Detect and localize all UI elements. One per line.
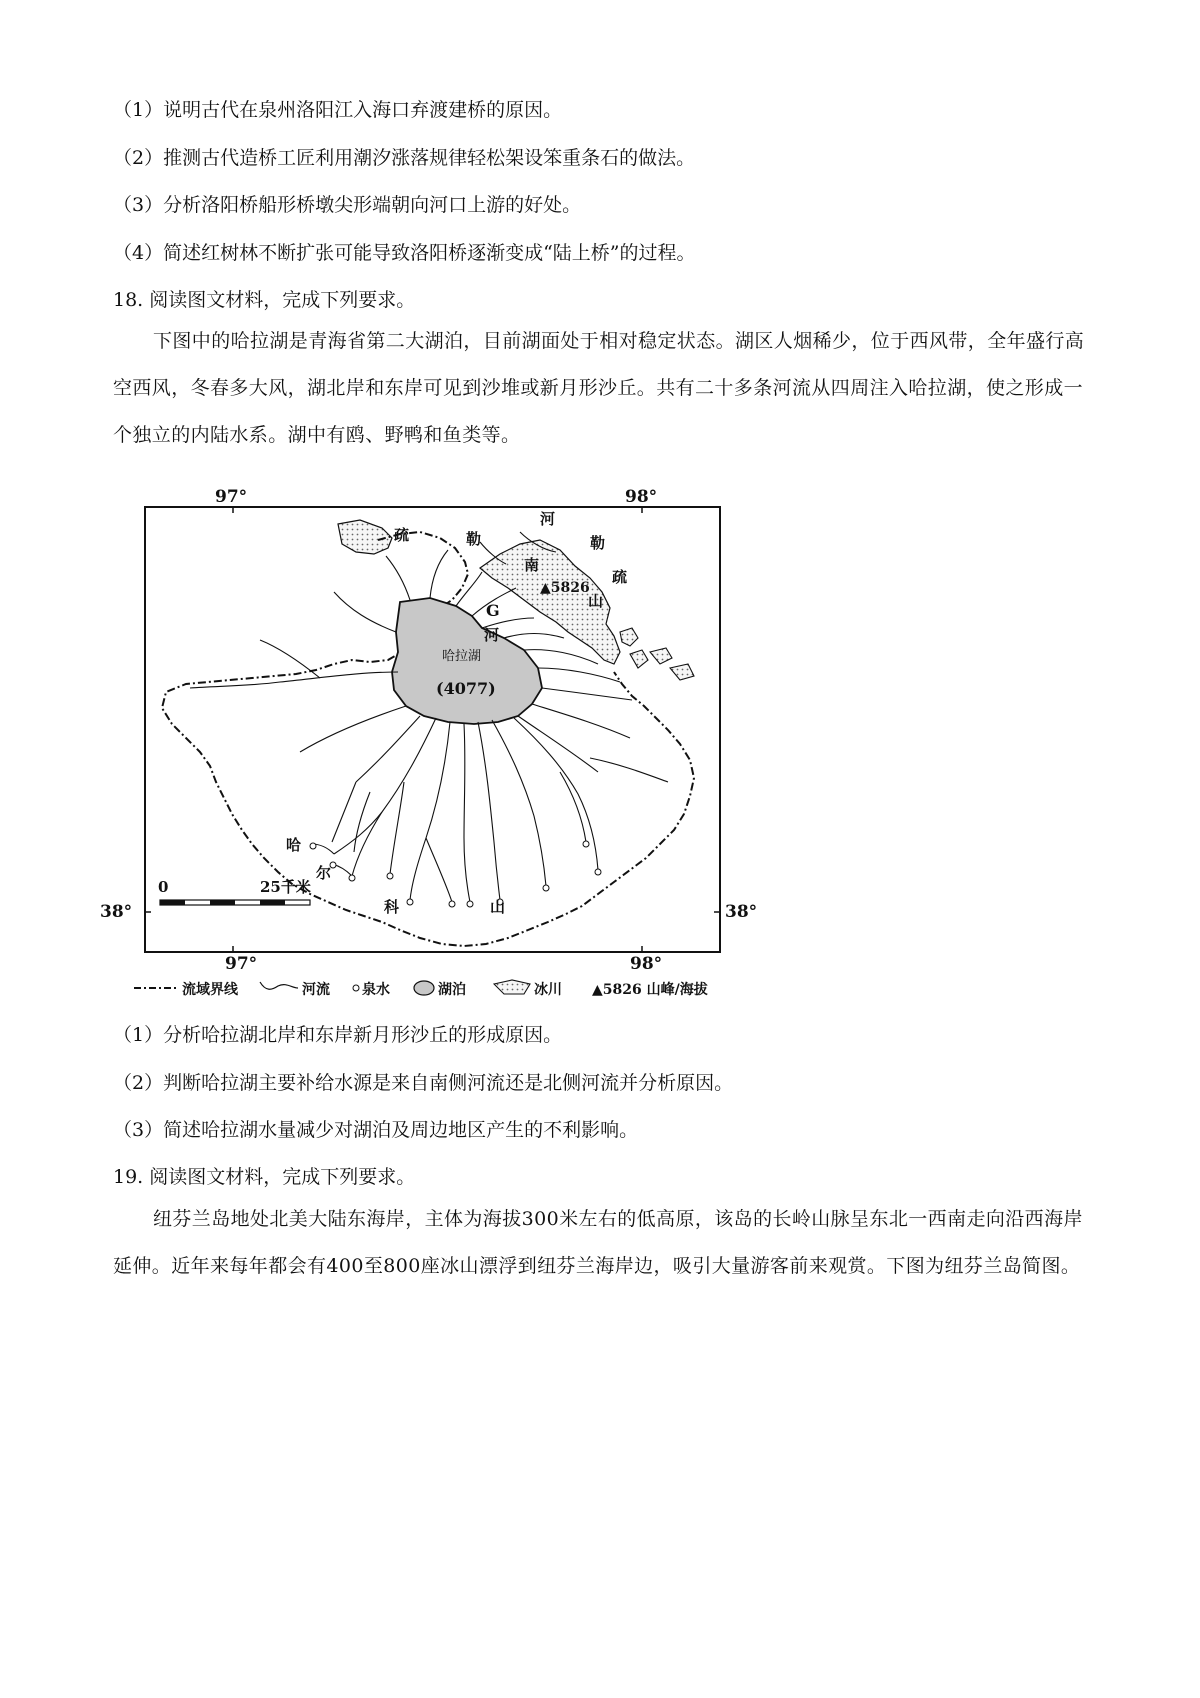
river-s6 [464, 724, 470, 902]
range-label-north-3: 南 [524, 556, 540, 574]
legend-spring-label: 泉水 [362, 982, 390, 998]
q18-heading: 18. 阅读图文材料，完成下列要求。 [113, 289, 416, 311]
lat-label-right: 38° [725, 902, 758, 922]
glacier-e3 [650, 648, 672, 664]
river-label-ne-1: 河 [540, 510, 556, 528]
river-e2 [542, 688, 632, 700]
spring-11 [583, 841, 589, 847]
q18-paragraph [113, 318, 1093, 459]
range-label-south-4: 山 [490, 898, 506, 916]
spring-10 [595, 869, 601, 875]
glacier-e2 [630, 650, 648, 668]
river-sw4 [354, 792, 370, 852]
q19-heading: 19. 阅读图文材料，完成下列要求。 [113, 1166, 416, 1188]
lake-elevation-label: (4077) [436, 679, 496, 698]
river-e3 [532, 704, 630, 738]
legend-boundary-label: 流域界线 [182, 982, 238, 998]
range-label-south-3: 科 [384, 898, 400, 916]
q17-item-1: （1）说明古代在泉州洛阳江入海口弃渡建桥的原因。 [113, 99, 563, 121]
river-e5 [590, 758, 668, 782]
q17-item-4: （4）简述红树林不断扩张可能导致洛阳桥逐渐变成“陆上桥”的过程。 [113, 242, 696, 264]
river-e4 [518, 716, 598, 772]
river-n5 [386, 556, 410, 600]
range-label-south-2: 尔 [316, 864, 332, 882]
river-w3 [334, 592, 396, 632]
spring-7 [467, 901, 473, 907]
lon-label-bottom-right: 98° [630, 954, 663, 974]
legend-spring-symbol [353, 985, 359, 991]
legend-river-symbol [260, 982, 298, 989]
river-s8 [492, 720, 546, 886]
peak-label: ▲5826 [540, 580, 590, 596]
glacier-e4 [670, 664, 694, 680]
lon-label-bottom-left: 97° [225, 954, 258, 974]
q18-paragraph-text: 下图中的哈拉湖是青海省第二大湖泊，目前湖面处于相对稳定状态。湖区人烟稀少，位于西风带，全年盛行高空西风，冬春多大风，湖北岸和东岸可见到沙堆或新月形沙丘。共有二十多条河流从四周注入哈拉湖，使之形成一个独立的内陆水系。湖中有鸥、野鸭和鱼类等。 [113, 330, 1085, 446]
lon-label-top-left: 97° [215, 487, 248, 507]
river-ne1 [504, 634, 564, 639]
legend-peak-label: ▲5826 山峰/海拔 [592, 982, 708, 998]
spring-5 [407, 899, 413, 905]
river-s3 [390, 782, 404, 874]
river-w2 [260, 640, 320, 678]
scale-zero-label: 0 [158, 878, 169, 896]
spring-3 [349, 875, 355, 881]
scale-bar [160, 900, 310, 905]
q19-paragraph-text: 纽芬兰岛地处北美大陆东海岸，主体为海拔300米左右的低高原，该岛的长岭山脉呈东北一西南走向沿西海岸延伸。近年来每年都会有400至800座冰山漂浮到纽芬兰海岸边，吸引大量游客前来观赏。下图为纽芬兰岛简图。 [113, 1208, 1083, 1277]
glacier-e1 [620, 628, 638, 646]
river-s5 [426, 838, 452, 902]
glacier-nw [338, 520, 392, 554]
river-ne2 [524, 650, 598, 664]
lon-label-top-right: 98° [625, 487, 658, 507]
river-s2 [352, 812, 382, 876]
river-s4 [410, 722, 450, 900]
river-w5 [356, 716, 420, 782]
scale-distance-label: 25千米 [260, 878, 311, 896]
river-s10 [560, 772, 586, 842]
river-sw1 [332, 782, 356, 842]
q18-item-3: （3）简述哈拉湖水量减少对湖泊及周边地区产生的不利影响。 [113, 1119, 639, 1141]
spring-1 [310, 843, 316, 849]
legend-glacier-label: 冰川 [534, 982, 562, 998]
spring-6 [449, 901, 455, 907]
range-label-south-1: 哈 [286, 836, 302, 854]
basin-boundary [162, 532, 694, 946]
river-s7 [478, 722, 500, 900]
map-frame [145, 507, 720, 952]
river-label-ne-3: 疏 [612, 568, 628, 586]
q18-item-1: （1）分析哈拉湖北岸和东岸新月形沙丘的形成原因。 [113, 1024, 563, 1046]
lake-name-label: 哈拉湖 [442, 649, 482, 664]
hala-lake-map [100, 482, 820, 1002]
legend-glacier-symbol [494, 980, 530, 994]
range-label-north-2: 勒 [466, 530, 482, 548]
river-g-label-1: G [486, 601, 500, 620]
range-label-north-1: 疏 [394, 526, 410, 544]
river-w4 [300, 706, 406, 752]
river-e1 [538, 668, 620, 682]
legend-river-label: 河流 [302, 982, 330, 998]
q17-item-3: （3）分析洛阳桥船形桥墩尖形端朝向河口上游的好处。 [113, 194, 582, 216]
lat-label-left: 38° [100, 902, 133, 922]
legend-lake-symbol [414, 981, 434, 995]
spring-9 [543, 885, 549, 891]
river-g-label-2: 河 [484, 626, 500, 644]
range-label-north-4: 山 [588, 592, 604, 610]
legend-lake-label: 湖泊 [438, 982, 466, 998]
river-n1 [430, 550, 448, 598]
river-label-ne-2: 勒 [590, 534, 606, 552]
q19-paragraph [113, 1196, 1093, 1290]
q18-item-2: （2）判断哈拉湖主要补给水源是来自南侧河流还是北侧河流并分析原因。 [113, 1072, 734, 1094]
spring-4 [387, 873, 393, 879]
legend [134, 980, 708, 998]
q17-item-2: （2）推测古代造桥工匠利用潮汐涨落规律轻松架设笨重条石的做法。 [113, 147, 696, 169]
river-s1 [334, 718, 436, 854]
